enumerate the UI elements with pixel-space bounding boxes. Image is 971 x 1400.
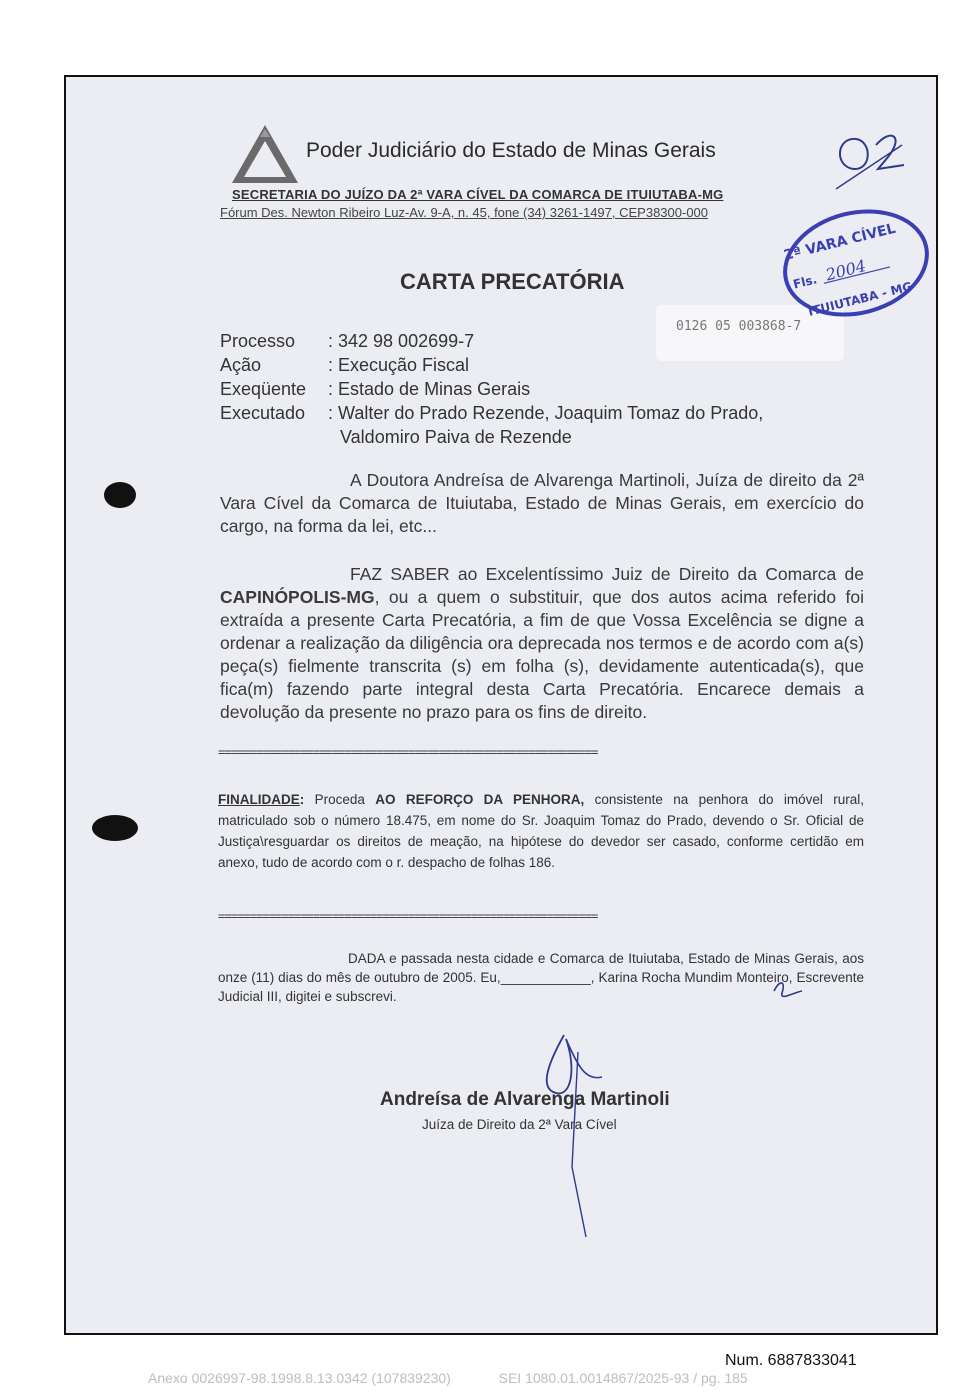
dada-blank: ____________, [500,970,595,985]
case-value: : Execução Fiscal [328,355,470,375]
court-name: Poder Judiciário do Estado de Minas Gerais [306,139,716,162]
footer-reference [148,1370,748,1386]
seal-fls-label: Fls. [791,272,819,292]
seal-top-text: 2ª VARA CÍVEL [782,220,898,264]
protocol-number: 0126 05 003868-7 [676,319,802,334]
finalidade-colon: : [299,792,305,807]
punch-hole [104,482,136,508]
signatory-name: Andreísa de Alvarenga Martinoli [380,1089,670,1110]
case-key: Executado [220,403,306,423]
faz-saber-start: FAZ SABER ao Excelentíssimo Juiz de Direito da Comarca de [350,564,864,584]
signatory-role: Juíza de Direito da 2ª Vara Cível [422,1117,617,1132]
dada-text: DADA e passada nesta cidade e Comarca de Ituiutaba, Estado de Minas Gerais, aos onze (11) dias do mês de outubro de 2005. Eu, [218,951,864,985]
case-value: : 342 98 002699-7 [328,331,475,351]
punch-hole [92,815,138,841]
case-key: Exeqüente [220,379,307,399]
scanned-document [64,75,938,1335]
finalidade-intro: Proceda [304,792,376,807]
separator-line: ============================================================ [218,909,598,923]
judge-signature [547,1035,602,1237]
finalidade-emphasis: AO REFORÇO DA PENHORA, [375,792,585,807]
ink-overlay [66,77,938,1335]
document-number: Num. 6887833041 [725,1352,857,1369]
page-mark-text [852,160,853,161]
finalidade-text: consistente na penhora do imóvel rural, matriculado sob o número 18.475, em nome do Sr. Joaquim Tomaz do Prado, devendo o Sr. Oficial de Justiça\resguardar os direitos de meação, na hipótese do devedor ser casado, conforme certidão em anexo, tudo de acordo com o r. despacho de folhas 186. [218,792,864,870]
seal-fls-value: 2004 [823,256,868,285]
case-value: : Walter do Prado Rezende, Joaquim Tomaz do Prado, [328,403,764,423]
finalidade-label: FINALIDADE [218,792,300,807]
case-key: Processo [220,331,296,351]
scribe-initial [774,983,802,997]
page-mark [836,136,904,189]
paragraph-intro-text: A Doutora Andreísa de Alvarenga Martinoli, Juíza de direito da 2ª Vara Cível da Comarca de Ituiutaba, Estado de Minas Gerais, em exercício do cargo, na forma da lei, etc... [220,470,864,536]
case-value: : Estado de Minas Gerais [328,379,531,399]
secretariat-line: SECRETARIA DO JUÍZO DA 2ª VARA CÍVEL DA COMARCA DE ITUIUTABA-MG [232,187,724,202]
faz-saber-rest: , ou a quem o substituir, que dos autos acima referido foi extraída a presente Carta Precatória, a fim de que Vossa Excelência se digne a ordenar a realização da diligência ora deprecada nos termos e de acordo com a(s) peça(s) fielmente transcrita (s) em folha (s), devidamente autenticada(s), que fica(m) fazendo parte integral desta Carta Precatória. Encarece demais a devolução da presente no prazo para os fins de direito. [220,587,864,722]
forum-address: Fórum Des. Newton Ribeiro Luz-Av. 9-A, n. 45, fone (34) 3261-1497, CEP38300-000 [220,205,709,220]
court-seal [774,197,938,329]
sei-reference: SEI 1080.01.0014867/2025-93 / pg. 185 [498,1370,748,1386]
case-continuation: Valdomiro Paiva de Rezende [340,427,572,447]
case-key: Ação [220,355,262,375]
dada-end: Karina Rocha Mundim Monteiro, Escrevente Judicial III, digitei e subscrevi. [218,970,865,1004]
seal-bottom-text: ITUIUTABA - MG [806,279,914,319]
destination-city: CAPINÓPOLIS-MG [220,587,375,607]
annex-reference: Anexo 0026997-98.1998.8.13.0342 (107839230) [148,1370,451,1386]
separator-line: ============================================================ [218,745,598,759]
document-title: CARTA PRECATÓRIA [400,269,625,294]
